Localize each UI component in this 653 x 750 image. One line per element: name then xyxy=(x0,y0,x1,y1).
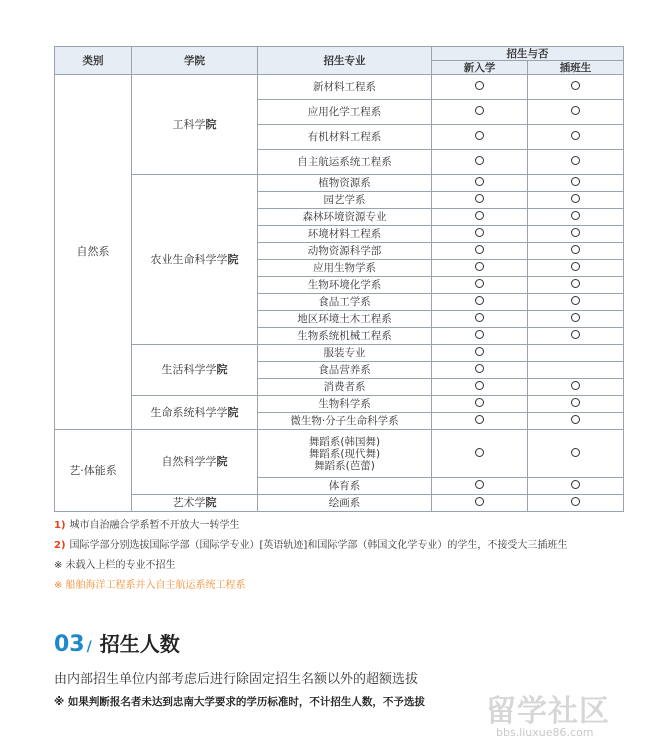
transfer-cell xyxy=(528,345,624,362)
header-freshman: 新入学 xyxy=(432,61,528,75)
major-name: 应用生物学系 xyxy=(313,262,376,274)
college-name-suffix: 院 xyxy=(205,117,217,131)
header-transfer: 插班生 xyxy=(528,61,624,75)
major-cell xyxy=(258,209,432,226)
transfer-cell xyxy=(528,430,624,478)
transfer-cell xyxy=(528,260,624,277)
major-name: 体育系 xyxy=(328,480,361,492)
freshman-cell xyxy=(432,243,528,260)
major-cell xyxy=(258,345,432,362)
header-category: 类别 xyxy=(55,47,132,75)
major-name: 生物系统机械工程系 xyxy=(297,330,392,342)
transfer-cell xyxy=(528,328,624,345)
header-college: 学院 xyxy=(132,47,258,75)
section-slash: / xyxy=(86,639,92,655)
admission-table xyxy=(54,46,624,512)
freshman-cell xyxy=(432,379,528,396)
freshman-cell xyxy=(432,175,528,192)
section-title: 招生人数 xyxy=(99,632,180,656)
college-name: 生活科学学 xyxy=(161,363,217,376)
note-1: 1) 城市自治融合学系暂不开放大一转学生 xyxy=(54,520,240,531)
major-cell xyxy=(258,430,432,478)
circle-mark-icon xyxy=(571,480,580,489)
major-cell xyxy=(258,294,432,311)
freshman-cell xyxy=(432,478,528,495)
circle-mark-icon xyxy=(475,106,484,115)
freshman-cell xyxy=(432,209,528,226)
major-name: 食品工学系 xyxy=(318,296,371,308)
major-cell xyxy=(258,362,432,379)
college-name: 农业生命科学学 xyxy=(150,252,228,266)
circle-mark-icon xyxy=(475,448,484,457)
transfer-cell xyxy=(528,311,624,328)
category-cell: 艺·体能系 xyxy=(55,430,132,512)
major-name: 服装专业 xyxy=(323,347,366,359)
category-cell: 自然系 xyxy=(55,75,132,430)
circle-mark-icon xyxy=(475,262,484,271)
circle-mark-icon xyxy=(475,131,484,140)
college-name-suffix: 院 xyxy=(216,455,228,468)
circle-mark-icon xyxy=(475,296,484,305)
circle-mark-icon xyxy=(475,398,484,407)
freshman-cell xyxy=(432,396,528,413)
major-cell xyxy=(258,150,432,175)
freshman-cell xyxy=(432,294,528,311)
college-name-suffix: 院 xyxy=(227,405,239,419)
transfer-cell xyxy=(528,396,624,413)
table-row xyxy=(55,495,624,512)
circle-mark-icon xyxy=(475,313,484,322)
freshman-cell xyxy=(432,362,528,379)
college-cell xyxy=(132,430,258,495)
major-cell xyxy=(258,311,432,328)
circle-mark-icon xyxy=(571,211,580,220)
freshman-cell xyxy=(432,495,528,512)
circle-mark-icon xyxy=(475,194,484,203)
freshman-cell xyxy=(432,125,528,150)
note-merged-department: ※ 船舶海洋工程系并入自主航运系统工程系 xyxy=(54,580,246,591)
major-name: 环境材料工程系 xyxy=(307,228,382,240)
header-admission-group: 招生与否 xyxy=(432,47,624,61)
notes-section xyxy=(54,516,644,596)
transfer-cell xyxy=(528,175,624,192)
transfer-cell xyxy=(528,209,624,226)
circle-mark-icon xyxy=(571,448,580,457)
transfer-cell xyxy=(528,243,624,260)
circle-mark-icon xyxy=(571,497,580,506)
major-name: 动物资源科学部 xyxy=(307,245,382,257)
freshman-cell xyxy=(432,226,528,243)
major-cell xyxy=(258,175,432,192)
college-name: 艺术学 xyxy=(172,496,206,509)
transfer-cell xyxy=(528,379,624,396)
major-name: 生物环境化学系 xyxy=(307,279,382,291)
circle-mark-icon xyxy=(475,279,484,288)
major-cell xyxy=(258,100,432,125)
table-row xyxy=(55,396,624,413)
circle-mark-icon xyxy=(571,131,580,140)
circle-mark-icon xyxy=(475,245,484,254)
college-name: 工科学 xyxy=(172,117,206,131)
transfer-cell xyxy=(528,100,624,125)
circle-mark-icon xyxy=(571,313,580,322)
criteria-note: ※ 如果判断报名者未达到忠南大学要求的学历标准时，不计招生人数，不予选拔 xyxy=(54,696,425,708)
freshman-cell xyxy=(432,277,528,294)
major-name: 地区环境土木工程系 xyxy=(297,313,392,325)
freshman-cell xyxy=(432,150,528,175)
college-cell xyxy=(132,175,258,345)
major-name: 自主航运系统工程系 xyxy=(297,156,392,168)
college-cell xyxy=(132,75,258,175)
major-cell xyxy=(258,243,432,260)
college-cell xyxy=(132,396,258,430)
college-name-suffix: 院 xyxy=(216,363,228,376)
major-name: 植物资源系 xyxy=(318,177,371,189)
major-cell xyxy=(258,495,432,512)
major-cell xyxy=(258,413,432,430)
circle-mark-icon xyxy=(571,156,580,165)
major-cell xyxy=(258,379,432,396)
transfer-cell xyxy=(528,192,624,209)
major-name: 舞蹈系(韩国舞) xyxy=(308,435,381,448)
circle-mark-icon xyxy=(571,228,580,237)
circle-mark-icon xyxy=(475,211,484,220)
header-major: 招生专业 xyxy=(258,47,432,75)
major-name: 生物科学系 xyxy=(318,398,371,410)
major-name: 森林环境资源专业 xyxy=(302,211,387,223)
college-cell xyxy=(132,345,258,396)
major-name: 舞蹈系(现代舞) xyxy=(308,447,381,460)
transfer-cell xyxy=(528,413,624,430)
circle-mark-icon xyxy=(475,330,484,339)
circle-mark-icon xyxy=(475,480,484,489)
major-name: 消费者系 xyxy=(323,381,366,393)
circle-mark-icon xyxy=(571,296,580,305)
freshman-cell xyxy=(432,311,528,328)
circle-mark-icon xyxy=(475,347,484,356)
circle-mark-icon xyxy=(475,228,484,237)
table-row xyxy=(55,75,624,100)
circle-mark-icon xyxy=(571,245,580,254)
table-row xyxy=(55,345,624,362)
watermark xyxy=(486,686,646,746)
circle-mark-icon xyxy=(571,398,580,407)
circle-mark-icon xyxy=(475,156,484,165)
college-name: 生命系统科学学 xyxy=(150,405,228,419)
circle-mark-icon xyxy=(475,415,484,424)
transfer-cell xyxy=(528,75,624,100)
freshman-cell xyxy=(432,100,528,125)
circle-mark-icon xyxy=(571,381,580,390)
freshman-cell xyxy=(432,328,528,345)
transfer-cell xyxy=(528,125,624,150)
freshman-cell xyxy=(432,430,528,478)
circle-mark-icon xyxy=(475,381,484,390)
major-cell xyxy=(258,396,432,413)
major-name: 微生物·分子生命科学系 xyxy=(290,415,399,427)
note-2: 2) 国际学部分别选拔国际学部（国际学专业）[英语轨迹]和国际学部（韩国文化学专业）的学生，不接受大三插班生 xyxy=(54,540,568,551)
major-cell xyxy=(258,226,432,243)
circle-mark-icon xyxy=(571,262,580,271)
transfer-cell xyxy=(528,226,624,243)
major-cell xyxy=(258,75,432,100)
freshman-cell xyxy=(432,260,528,277)
watermark-url: bbs.liuxue86.com xyxy=(496,726,594,739)
major-cell xyxy=(258,328,432,345)
circle-mark-icon xyxy=(571,194,580,203)
note-unlisted: ※ 未载入上栏的专业不招生 xyxy=(54,560,176,571)
circle-mark-icon xyxy=(475,81,484,90)
major-name: 园艺学系 xyxy=(323,194,366,206)
circle-mark-icon xyxy=(475,497,484,506)
section-description: 由内部招生单位内部考虑后进行除固定招生名额以外的超额选拔 xyxy=(54,672,419,687)
major-cell xyxy=(258,478,432,495)
table-row xyxy=(55,430,624,478)
transfer-cell xyxy=(528,277,624,294)
major-name: 食品营养系 xyxy=(318,364,371,376)
freshman-cell xyxy=(432,413,528,430)
major-cell xyxy=(258,260,432,277)
major-cell xyxy=(258,192,432,209)
major-name: 应用化学工程系 xyxy=(307,106,382,118)
circle-mark-icon xyxy=(571,415,580,424)
freshman-cell xyxy=(432,75,528,100)
major-name: 新材料工程系 xyxy=(313,81,376,93)
freshman-cell xyxy=(432,345,528,362)
circle-mark-icon xyxy=(475,364,484,373)
circle-mark-icon xyxy=(475,177,484,186)
circle-mark-icon xyxy=(571,330,580,339)
transfer-cell xyxy=(528,294,624,311)
major-name: 绘画系 xyxy=(328,497,361,509)
college-name-suffix: 院 xyxy=(205,496,217,509)
table-row xyxy=(55,175,624,192)
circle-mark-icon xyxy=(571,81,580,90)
major-name: 有机材料工程系 xyxy=(307,131,382,143)
college-name: 自然科学学 xyxy=(161,455,217,468)
freshman-cell xyxy=(432,192,528,209)
major-cell xyxy=(258,277,432,294)
circle-mark-icon xyxy=(571,106,580,115)
transfer-cell xyxy=(528,495,624,512)
circle-mark-icon xyxy=(571,279,580,288)
transfer-cell xyxy=(528,150,624,175)
watermark-logo-text: 留学社区 xyxy=(486,694,610,729)
major-cell xyxy=(258,125,432,150)
transfer-cell xyxy=(528,478,624,495)
section-number: 03 xyxy=(54,632,85,657)
college-name-suffix: 院 xyxy=(227,252,239,266)
college-cell xyxy=(132,495,258,512)
circle-mark-icon xyxy=(571,177,580,186)
transfer-cell xyxy=(528,362,624,379)
major-name: 舞蹈系(芭蕾) xyxy=(314,459,375,472)
section-heading xyxy=(54,628,180,657)
